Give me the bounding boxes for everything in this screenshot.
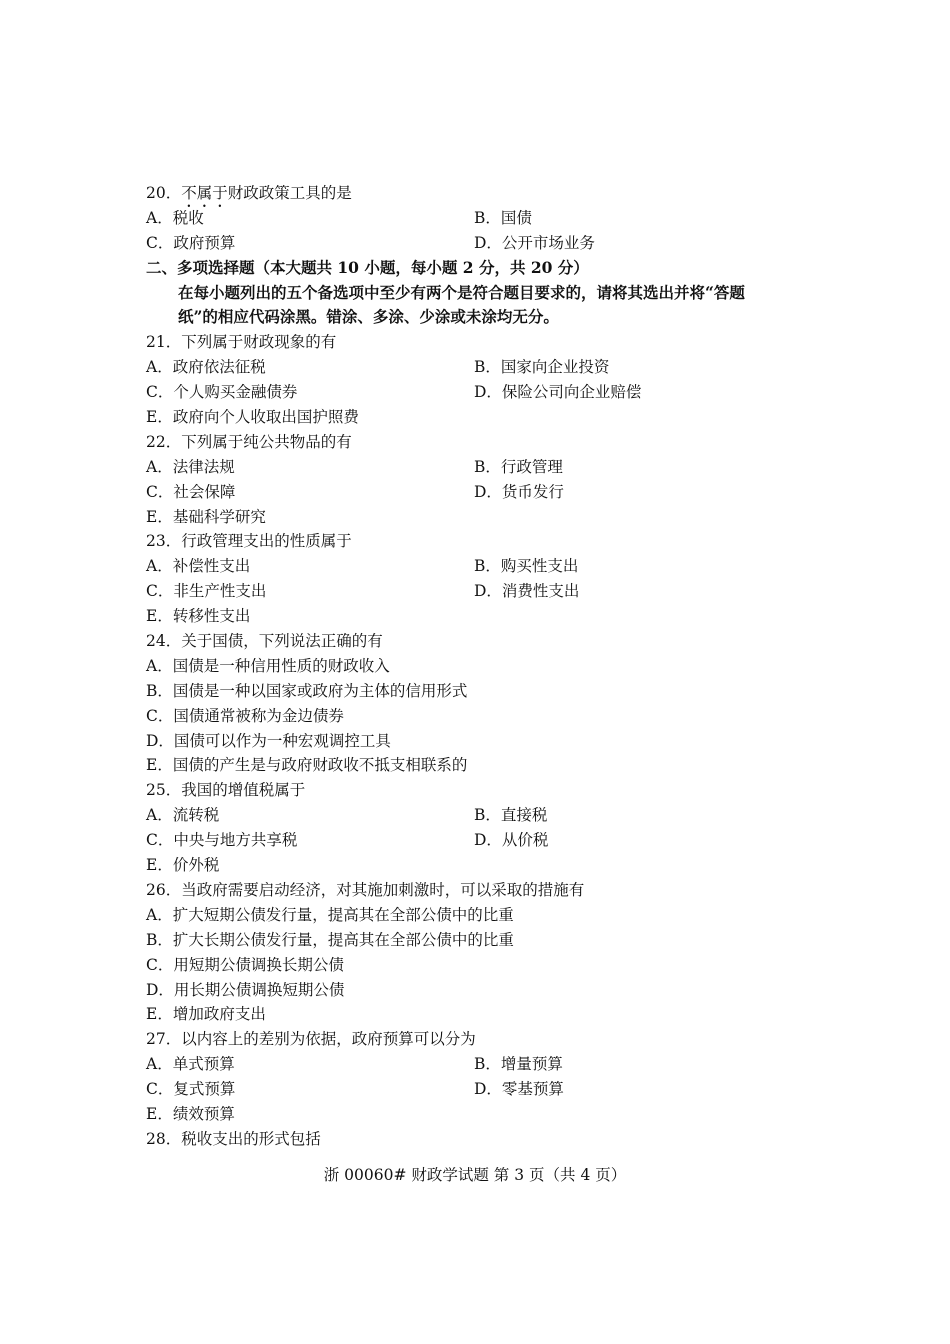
- question-20-row-ab: [146, 206, 826, 231]
- section-instruction-line-2: 纸”的相应代码涂黑。错涂、多涂、少涂或未涂均无分。: [178, 307, 559, 327]
- question-number: 20．: [146, 184, 182, 202]
- option-c: C．复式预算: [146, 1080, 236, 1099]
- option-a: A．补偿性支出: [146, 557, 251, 576]
- question-24-option-b: B．国债是一种以国家或政府为主体的信用形式: [146, 681, 468, 700]
- option-b: B．购买性支出: [474, 557, 579, 576]
- option-d: D．货币发行: [474, 482, 564, 501]
- option-a: A．流转税: [146, 806, 220, 825]
- question-26-option-a: A．扩大短期公债发行量，提高其在全部公债中的比重: [146, 905, 514, 924]
- question-22-stem: 22．下列属于纯公共物品的有: [146, 432, 352, 451]
- option-c: C．个人购买金融债券: [146, 383, 298, 402]
- question-text: 财政政策工具的是: [227, 184, 352, 202]
- question-22-row-cd: [146, 480, 826, 505]
- option-c: C．社会保障: [146, 482, 236, 501]
- question-21-stem: 21．下列属于财政现象的有: [146, 333, 337, 352]
- question-27-stem: 27．以内容上的差别为依据，政府预算可以分为: [146, 1030, 476, 1049]
- question-27-row-ab: [146, 1052, 826, 1077]
- section-instruction-line-1: 在每小题列出的五个备选项中至少有两个是符合题目要求的，请将其选出并将“答题: [178, 282, 745, 302]
- option-b: B．行政管理: [474, 457, 563, 476]
- question-21-row-cd: [146, 380, 826, 405]
- question-20-stem: [146, 181, 826, 206]
- option-b: B．国家向企业投资: [474, 358, 610, 377]
- question-23-option-e: E．转移性支出: [146, 607, 251, 626]
- option-d: D．消费性支出: [474, 582, 580, 601]
- question-20-row-cd: [146, 231, 826, 256]
- option-b: B．直接税: [474, 806, 548, 825]
- question-25-stem: 25．我国的增值税属于: [146, 781, 306, 800]
- question-27-row-cd: [146, 1077, 826, 1102]
- question-27-option-e: E．绩效预算: [146, 1104, 235, 1123]
- question-25-row-cd: [146, 828, 826, 853]
- question-22-option-e: E．基础科学研究: [146, 507, 266, 526]
- question-list: [146, 181, 826, 1152]
- question-21-row-ab: [146, 355, 826, 380]
- option-d: D．公开市场业务: [474, 233, 595, 252]
- question-23-row-cd: [146, 579, 826, 604]
- question-23-row-ab: [146, 554, 826, 579]
- page-footer: 浙 00060# 财政学试题 第 3 页（共 4 页）: [323, 1166, 627, 1184]
- option-a: A．单式预算: [146, 1055, 235, 1074]
- option-a: A．法律法规: [146, 457, 235, 476]
- question-26-option-d: D．用长期公债调换短期公债: [146, 980, 345, 999]
- question-28-stem: 28．税收支出的形式包括: [146, 1129, 321, 1148]
- emphasized-text: 不属于: [181, 184, 228, 202]
- option-d: D．零基预算: [474, 1080, 564, 1099]
- question-24-option-d: D．国债可以作为一种宏观调控工具: [146, 731, 391, 750]
- option-c: C．政府预算: [146, 233, 236, 252]
- question-21-option-e: E．政府向个人收取出国护照费: [146, 408, 359, 427]
- option-d: D．从价税: [474, 831, 549, 850]
- option-c: C．非生产性支出: [146, 582, 267, 601]
- option-b: B．国债: [474, 208, 532, 227]
- question-22-row-ab: [146, 455, 826, 480]
- section-title: 二、多项选择题（本大题共 10 小题，每小题 2 分，共 20 分）: [146, 257, 589, 277]
- question-24-option-a: A．国债是一种信用性质的财政收入: [146, 656, 390, 675]
- question-26-option-e: E．增加政府支出: [146, 1005, 266, 1024]
- option-b: B．增量预算: [474, 1055, 563, 1074]
- question-26-option-b: B．扩大长期公债发行量，提高其在全部公债中的比重: [146, 930, 514, 949]
- question-25-row-ab: [146, 803, 826, 828]
- option-a: A．税收: [146, 208, 204, 227]
- question-26-stem: 26．当政府需要启动经济，对其施加刺激时，可以采取的措施有: [146, 880, 585, 899]
- question-25-option-e: E．价外税: [146, 856, 220, 875]
- option-a: A．政府依法征税: [146, 358, 266, 377]
- question-23-stem: 23．行政管理支出的性质属于: [146, 532, 352, 551]
- question-24-option-e: E．国债的产生是与政府财政收不抵支相联系的: [146, 756, 468, 775]
- question-24-option-c: C．国债通常被称为金边债券: [146, 706, 344, 725]
- option-c: C．中央与地方共享税: [146, 831, 298, 850]
- question-24-stem: 24．关于国债，下列说法正确的有: [146, 632, 383, 651]
- question-26-option-c: C．用短期公债调换长期公债: [146, 955, 344, 974]
- option-d: D．保险公司向企业赔偿: [474, 383, 642, 402]
